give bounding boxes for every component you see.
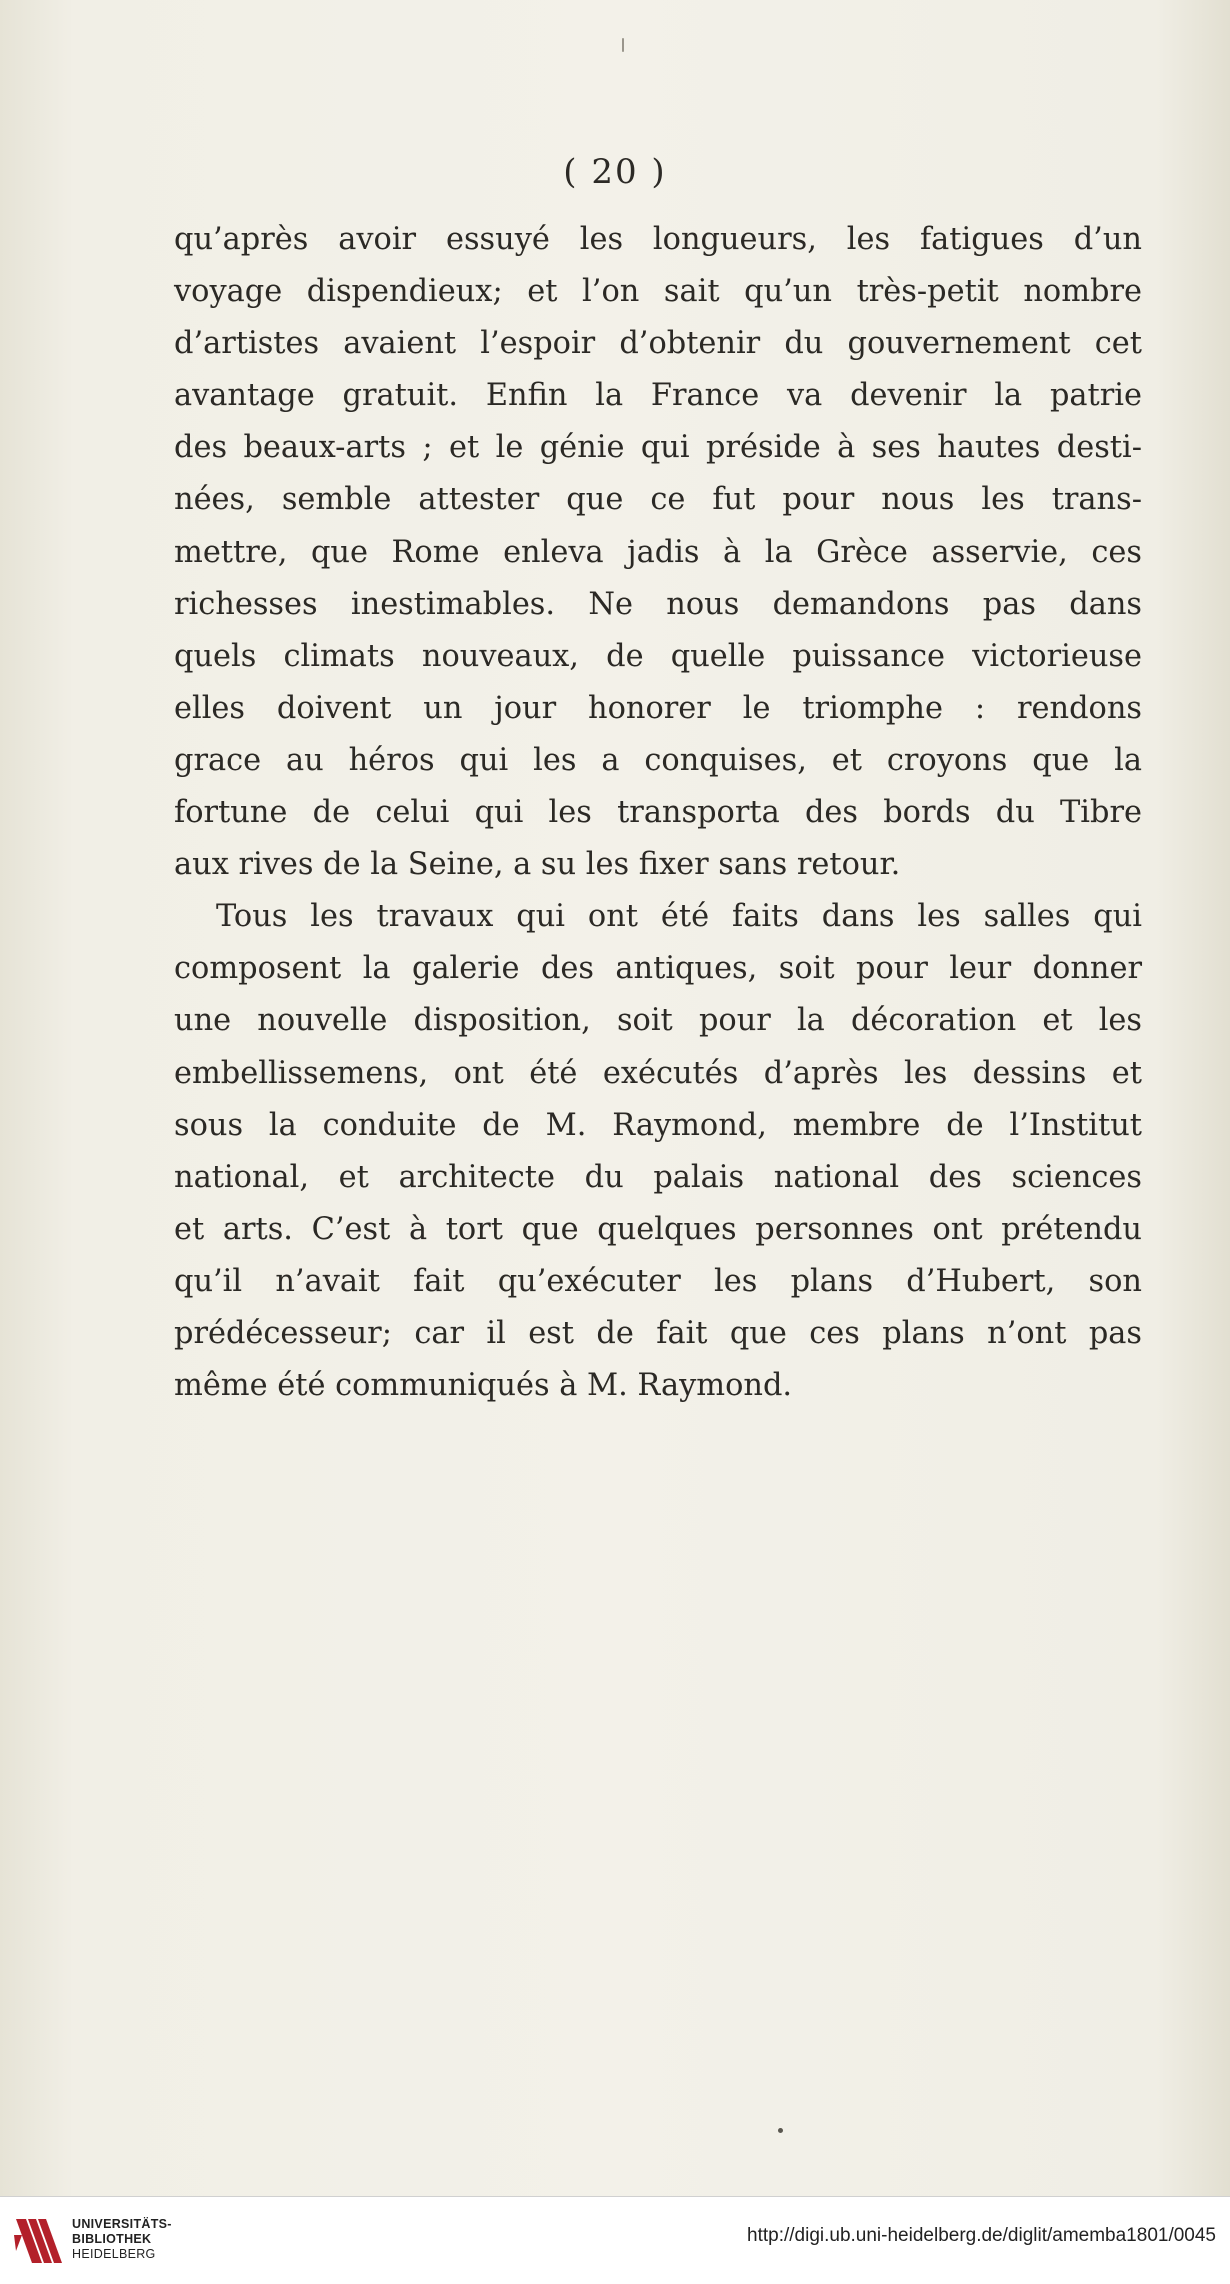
paragraph-1: [174, 214, 1142, 891]
permalink-url[interactable]: http://digi.ub.uni-heidelberg.de/diglit/amemba1801/0045: [747, 2225, 1216, 2246]
institution-line-2: BIBLIOTHEK: [72, 2232, 152, 2246]
text-line: et arts. C’est à tort que quelques personnes ont prétendu: [174, 1211, 1142, 1247]
text-line: sous la conduite de M. Raymond, membre de l’Institut: [174, 1107, 1142, 1143]
text-line: avantage gratuit. Enfin la France va devenir la patrie: [174, 378, 1142, 414]
text-line: embellissemens, ont été exécutés d’après les dessins et: [174, 1055, 1142, 1091]
text-line: d’artistes avaient l’espoir d’obtenir du gouvernement cet: [174, 326, 1142, 362]
institution-line-1: UNIVERSITÄTS-: [72, 2217, 172, 2231]
footer-bar: [0, 2196, 1230, 2284]
bleed-through-texture: [160, 1410, 1160, 1462]
text-line: qu’après avoir essuyé les longueurs, les fatigues d’un: [174, 222, 1142, 257]
text-line: composent la galerie des antiques, soit pour leur donner: [174, 951, 1142, 987]
body-text: [174, 214, 1142, 1412]
text-line: elles doivent un jour honorer le triomphe : rendons: [174, 690, 1142, 726]
text-line: nées, semble attester que ce fut pour nous les trans-: [174, 482, 1142, 518]
text-line: prédécesseur; car il est de fait que ces plans n’ont pas: [174, 1315, 1142, 1351]
text-line: national, et architecte du palais national des sciences: [174, 1159, 1142, 1195]
institution-line-3: HEIDELBERG: [72, 2247, 156, 2261]
text-line: quels climats nouveaux, de quelle puissance victorieuse: [174, 638, 1142, 674]
paragraph-2: [174, 891, 1142, 1412]
text-line: même été communiqués à M. Raymond.: [174, 1368, 793, 1404]
text-line: voyage dispendieux; et l’on sait qu’un très-petit nombre: [174, 274, 1142, 310]
text-line: des beaux-arts ; et le génie qui préside à ses hautes desti-: [174, 430, 1142, 466]
text-line: Tous les travaux qui ont été faits dans les salles qui: [216, 899, 1142, 935]
page-number: ( 20 ): [563, 152, 667, 192]
ink-speck: [622, 38, 624, 52]
text-line: grace au héros qui les a conquises, et croyons que la: [174, 742, 1142, 778]
text-line: une nouvelle disposition, soit pour la décoration et les: [174, 1003, 1142, 1039]
text-line: fortune de celui qui les transporta des bords du Tibre: [174, 795, 1142, 831]
text-line: richesses inestimables. Ne nous demandons pas dans: [174, 586, 1142, 622]
text-line: aux rives de la Seine, a su les fixer sans retour.: [174, 847, 901, 883]
university-library-logo-icon[interactable]: [12, 2211, 64, 2271]
ink-speck: [778, 2128, 783, 2133]
text-line: qu’il n’avait fait qu’exécuter les plans d’Hubert, son: [174, 1263, 1142, 1299]
text-line: mettre, que Rome enleva jadis à la Grèce asservie, ces: [174, 534, 1142, 570]
institution-name: [72, 2217, 172, 2262]
